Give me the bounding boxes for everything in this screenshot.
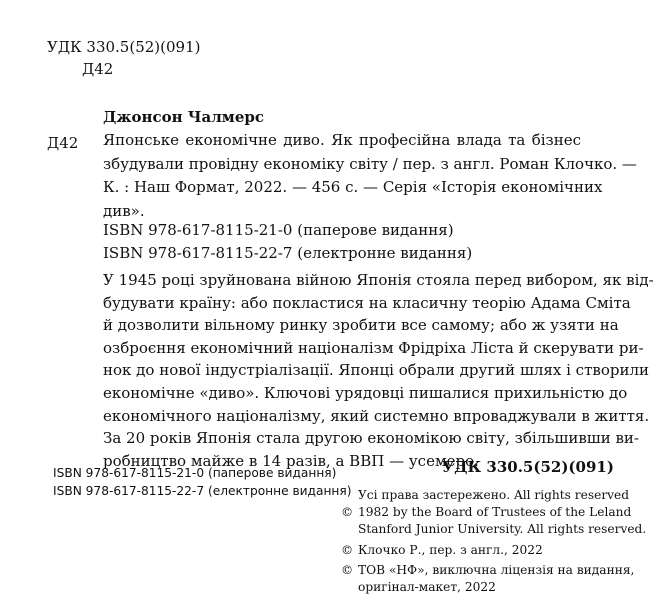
- description-line: див».: [103, 201, 145, 220]
- copyright-symbol: ©: [341, 563, 354, 577]
- annotation-line: За 20 років Японія стала другою економікою світу, збільшивши ви-: [103, 429, 639, 448]
- copyright-symbol: ©: [341, 505, 354, 519]
- copyright-translator: © Клочко Р., пер. з англ., 2022: [341, 543, 543, 557]
- annotation-line: У 1945 році зруйнована війною Японія стояла перед вибором, як від-: [103, 271, 654, 289]
- copyright-symbol: ©: [341, 543, 354, 557]
- description-line: К. : Наш Формат, 2022. — 456 с. — Серія «Історія економічних: [103, 178, 603, 196]
- isbn-print: ISBN 978-617-8115-21-0 (паперове видання): [103, 221, 454, 239]
- annotation-line: економічного націоналізму, який системно впроваджували в життя.: [103, 406, 650, 425]
- annotation-line: й дозволити вільному ринку зробити все самому; або ж узяти на: [103, 316, 619, 335]
- copyright-publisher: © ТОВ «НФ», виключна ліцензія на видання,: [341, 563, 635, 577]
- annotation-line: економічне «диво». Ключові урядовці пишалися прихильністю до: [103, 383, 628, 402]
- bibliographic-description: [103, 129, 637, 223]
- author-mark-side: Д42: [47, 134, 79, 152]
- annotation-line: нок до нової індустріалізації. Японці обрали другий шлях і створили: [103, 361, 649, 380]
- description-line: збудували провідну економіку світу / пер. з англ. Роман Клочко. —: [103, 154, 637, 173]
- isbn-electronic: ISBN 978-617-8115-22-7 (електронне видання): [103, 244, 473, 262]
- annotation-line: будувати країну: або покластися на класичну теорію Адама Сміта: [103, 293, 631, 312]
- udk-code-bottom: УДК 330.5(52)(091): [442, 458, 614, 476]
- footer-isbn-electronic: ISBN 978-617-8115-22-7 (електронне видання): [53, 484, 352, 498]
- author-name: Джонсон Чалмерс: [103, 108, 264, 126]
- author-mark-top: Д42: [82, 60, 114, 78]
- annotation-line: робництво майже в 14 разів, а ВВП — усемеро.: [103, 451, 479, 470]
- rights-reserved: Усі права застережено. All rights reserved: [358, 488, 630, 502]
- copyright-stanford-cont: Stanford Junior University. All rights reserved.: [358, 522, 647, 536]
- udk-code-top: УДК 330.5(52)(091): [47, 38, 201, 56]
- annotation: [103, 269, 654, 472]
- footer-isbn-print: ISBN 978-617-8115-21-0 (паперове видання): [53, 466, 337, 480]
- description-line: Японське економічне диво. Як професійна влада та бізнес: [103, 131, 581, 149]
- copyright-publisher-cont: оригінал-макет, 2022: [358, 580, 496, 594]
- copyright-stanford: © 1982 by the Board of Trustees of the Leland: [341, 505, 632, 519]
- annotation-line: озброєння економічний націоналізм Фрідріха Ліста й скерувати ри-: [103, 338, 644, 357]
